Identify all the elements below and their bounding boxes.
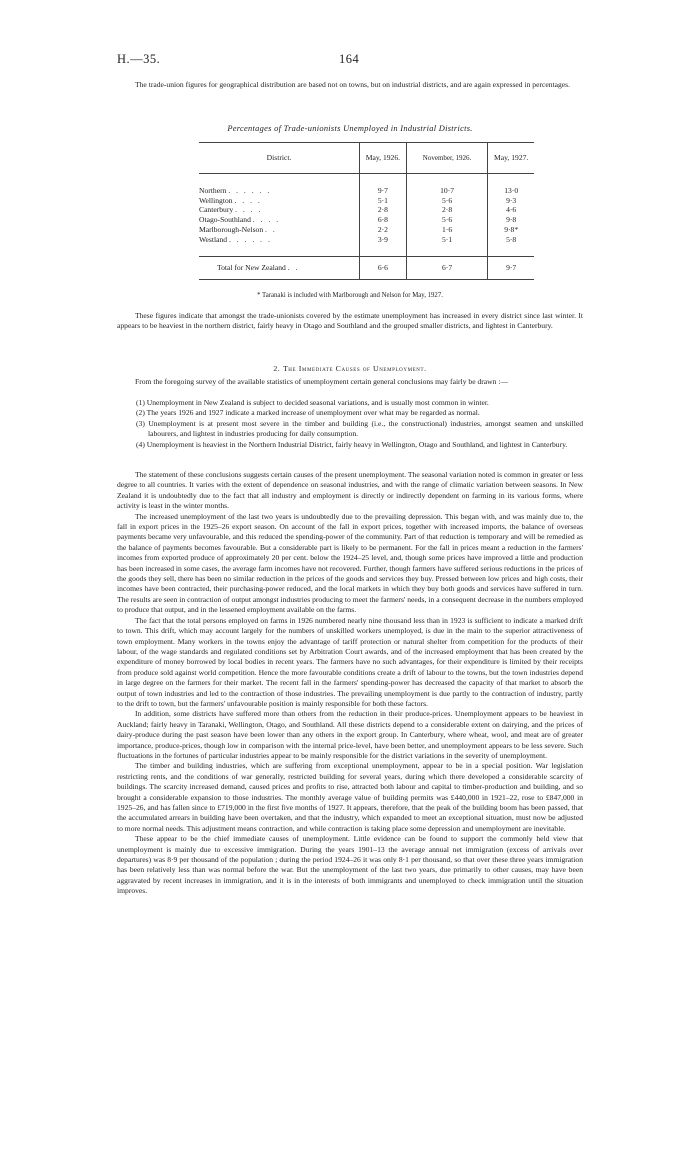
value-november-1926: 5·6 — [406, 196, 488, 206]
value-may-1926: 6·8 — [360, 215, 407, 225]
total-may-1927: 9·7 — [488, 257, 534, 280]
value-may-1927: 9·3 — [488, 196, 534, 206]
total-label: Total for New Zealand — [217, 263, 286, 273]
section-title: The Immediate Causes of Unemployment. — [282, 364, 427, 373]
section-heading — [0, 364, 700, 373]
table-header-row — [199, 143, 534, 174]
main-body — [117, 470, 583, 897]
table-caption: Percentages of Trade-unionists Unemployed in Industrial Districts. — [227, 124, 473, 133]
list-item: (3) Unemployment is at present most severe in the timber and building (i.e., the constructional) industries, amongst seamen and unskilled labourers, and lightest in industries producing for daily consumption. — [136, 418, 583, 439]
table-row — [199, 205, 534, 215]
leader-dots: . . . . — [235, 205, 263, 215]
column-header-november-1926: November, 1926. — [406, 143, 488, 174]
district-name: Wellington — [199, 195, 233, 205]
body-paragraph: The statement of these conclusions suggests certain causes of the present unemployment. The seasonal variation noted is common in greater or less degree to all countries. It varies with the extent of dependence on seasonal industries, and with the range of climatic variation between seasons. In New Zealand it is undoubtedly due to the fact that all industry and employment is directly or indirectly dependent on farming in its various forms, where activity is least in the winter months. — [117, 470, 583, 511]
value-november-1926: 10·7 — [406, 186, 488, 196]
district-name: Northern — [199, 186, 227, 195]
lead-in-paragraph: From the foregoing survey of the available statistics of unemployment certain general conclusions may fairly be drawn :— — [135, 377, 509, 386]
column-header-may-1927: May, 1927. — [488, 143, 534, 174]
value-may-1926: 2·2 — [360, 225, 407, 235]
value-november-1926: 5·1 — [406, 235, 488, 245]
leader-dots: . . . . — [234, 195, 262, 205]
value-may-1927: 5·8 — [488, 235, 534, 245]
body-paragraph: The increased unemployment of the last two years is undoubtedly due to the prevailing depression. This began with, and was mainly due to, the fall in export prices in the 1925–26 export season. On account of the fall in export prices, together with increased imports, the balance of overseas payments became very unfavourable, and this reduced the spending-power of the community. Part of that reduction is temporary and will be remedied as the balance of payments becomes favourable. But a considerable part is likely to be permanent. For the fall in prices meant a reduction in the farmers' incomes from exported produce of approximately 20 per cent. below the 1924–25 level, and, though some prices have improved a little and production has been increased in some cases, the average farm incomes have not recovered. Further, though farmers have suffered serious reductions in the prices of the goods they sell, there has been no similar reduction in the prices of the goods and services they buy. Pressed between low prices and high costs, their incomes have been contracted, their purchasing-power reduced, and the local markets in which they buy both goods and services have suffered in turn. The results are seen in contraction of output amongst industries producing to meet the farmers' needs, in a consequent decrease in the numbers employed to produce that output, and in the lessened employment available on the farms. — [117, 511, 583, 615]
value-may-1927: 9·8 — [488, 215, 534, 225]
column-header-may-1926: May, 1926. — [360, 143, 407, 174]
document-reference: H.—35. — [117, 52, 161, 66]
leader-dots: . . . . . . — [228, 186, 272, 195]
body-paragraph: The timber and building industries, which are suffering from exceptional unemployment, appear to be in a special position. War legislation restricting rents, and the conditions of war generally, restricted building for several years, during which there developed a considerable scarcity of buildings. The scarcity increased demand, caused prices and profits to rise, attracted both labour and capital to timber-production and building, and so brought a considerable expansion to those industries. The monthly average value of building permits was £440,000 in 1921–22, rose to £847,000 in 1925–26, and has fallen since to £719,000 in the first five months of 1927. It appears, therefore, that the peak of the building boom has been passed, that the accumulated arrears in building have been overtaken, and that the industry, which expanded to meet an exceptional situation, must now be adjusted to more normal needs. This adjustment means contraction, and while contraction is taking place some depression and unemployment are inevitable. — [117, 761, 583, 833]
total-november-1926: 6·7 — [406, 257, 488, 280]
leader-dots: . . . . . . — [228, 234, 272, 244]
district-name: Marlborough-Nelson — [199, 224, 264, 234]
body-paragraph: The fact that the total persons employed on farms in 1926 numbered nearly nine thousand less than in 1923 is sufficient to indicate a marked drift to town. This drift, which may account largely for the numbers of unskilled workers unemployed, is due in the main to the superior attractiveness of town employment. Many workers in the towns enjoy the advantage of tariff protection or natural shelter from competition for the products of their labour, of the wage standards and regulated conditions set by Arbitration Court awards, and of the increased employment that has been created by the expenditure of money borrowed by local bodies in recent years. The farmers have no such advantages, for their expenditure is limited by their receipts from produce sold against world competition. Hence the more favourable conditions create a drift of labour to the towns, but the town industries depend in large degree on the farmers for their market. The recent fall in the farmers' spending-power has decreased the capacity of that market to absorb the output of town industries and led to the contraction of those industries. The prevailing unemployment is due partly to the contraction of industry, partly to the drift to town, but the farmers' unfavourable position is mainly responsible for both these factors. — [117, 615, 583, 708]
section-number: 2. — [273, 364, 281, 373]
body-paragraph: In addition, some districts have suffered more than others from the reduction in their produce-prices. Unemployment appears to be heaviest in Auckland; fairly heavy in Taranaki, Wellington, Otago, and Southland. All these districts depend to a considerable extent on dairying, and the prices of dairy-produce during the past season have been lower than any others in the export group. In Canterbury, where wheat, wool, and meat are of greater importance, produce-prices, though low in comparison with the internal price-level, have been better, and unemployment appears to be less severe. Such fluctuations in the fortunes of particular industries appear to be mainly responsible for the district variations in the severity of unemployment. — [117, 709, 583, 760]
value-may-1927: 13·0 — [488, 186, 534, 196]
table-row — [199, 196, 534, 206]
value-may-1926: 2·8 — [360, 205, 407, 215]
table-footnote: * Taranaki is included with Marlborough and Nelson for May, 1927. — [257, 292, 443, 299]
conclusions-list — [136, 398, 583, 450]
intro-paragraph: The trade-union figures for geographical distribution are based not on towns, but on industrial districts, and are again expressed in percentages. — [135, 80, 571, 89]
table-total-row — [199, 257, 534, 280]
district-name: Westland — [199, 234, 228, 244]
table-row — [199, 225, 534, 235]
list-item: (1) Unemployment in New Zealand is subject to decided seasonal variations, and is usually most common in winter. — [136, 398, 489, 407]
list-item: (4) Unemployment is heaviest in the Northern Industrial District, fairly heavy in Wellington, Otago and Southland, and lightest in Canterbury. — [136, 439, 568, 449]
total-may-1926: 6·6 — [360, 257, 407, 280]
value-november-1926: 1·6 — [406, 225, 488, 235]
value-may-1927: 9·8* — [488, 225, 534, 235]
value-may-1926: 9·7 — [360, 186, 407, 196]
value-november-1926: 5·6 — [406, 215, 488, 225]
value-may-1926: 3·9 — [360, 235, 407, 245]
unemployment-table — [199, 142, 534, 280]
table-row — [199, 215, 534, 225]
value-may-1926: 5·1 — [360, 196, 407, 206]
value-may-1927: 4·6 — [488, 205, 534, 215]
page-number: 164 — [339, 52, 360, 66]
table-row — [199, 235, 534, 245]
leader-dots: . . . . — [252, 215, 281, 225]
column-header-district: District. — [199, 143, 360, 174]
value-november-1926: 2·8 — [406, 205, 488, 215]
body-paragraph: These appear to be the chief immediate causes of unemployment. Little evidence can be found to support the commonly held view that unemployment is mainly due to excessive immigration. During the years 1901–13 the average annual net immigration (excess of arrivals over departures) was 8·9 per thousand of the population ; during the period 1924–26 it was only 8·1 per thousand, so that over these three years immigration has been relatively less than was normal before the war. But the unemployment of the last two years, due primarily to other causes, may have been aggravated by recent increases in immigration, and it is in the interests of both immigrants and unemployed to check immigration until the situation improves. — [117, 834, 583, 896]
leader-dots: . . — [265, 224, 277, 234]
district-name: Canterbury — [199, 205, 234, 215]
after-table-paragraph: These figures indicate that amongst the trade-unionists covered by the estimate unemployment has increased in every district since last winter. It appears to be heaviest in the northern district, fairly heavy in Otago and Southland and the grouped smaller districts, and lightest in Canterbury. — [117, 311, 583, 331]
table-row — [199, 186, 534, 196]
list-item: (2) The years 1926 and 1927 indicate a marked increase of unemployment over what may be regarded as normal. — [136, 408, 480, 418]
district-name: Otago-Southland — [199, 215, 251, 225]
leader-dots: . . — [287, 263, 300, 273]
